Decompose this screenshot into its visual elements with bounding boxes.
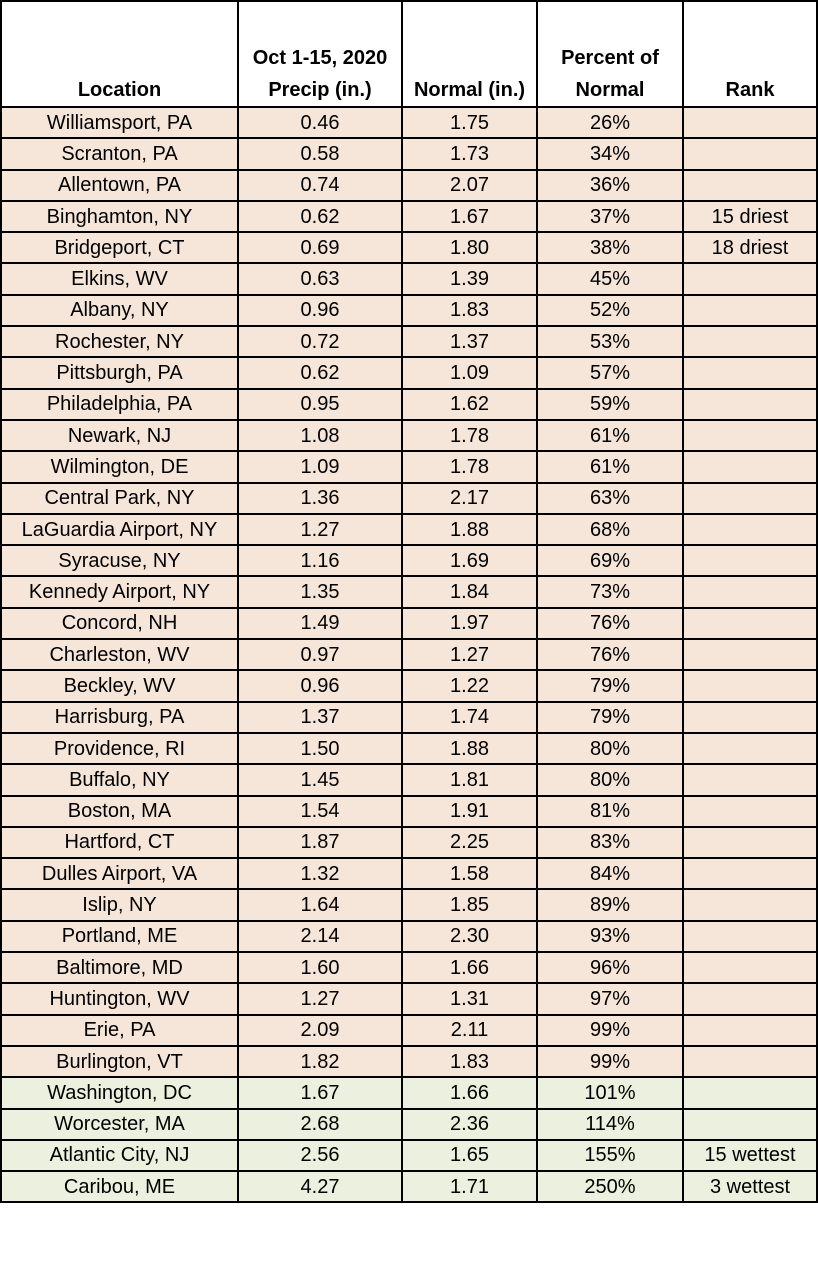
cell-normal: 1.81 bbox=[402, 764, 537, 795]
cell-percent: 57% bbox=[537, 357, 683, 388]
cell-rank bbox=[683, 1015, 817, 1046]
table-row bbox=[1, 357, 817, 388]
table-row bbox=[1, 639, 817, 670]
header-percent-line2: Normal bbox=[575, 79, 645, 101]
cell-location: Washington, DC bbox=[1, 1077, 238, 1108]
cell-percent: 76% bbox=[537, 639, 683, 670]
cell-precip: 0.74 bbox=[238, 170, 402, 201]
cell-precip: 1.67 bbox=[238, 1077, 402, 1108]
cell-rank bbox=[683, 952, 817, 983]
header-normal bbox=[402, 1, 537, 107]
cell-precip: 1.54 bbox=[238, 796, 402, 827]
cell-rank bbox=[683, 639, 817, 670]
cell-normal: 2.17 bbox=[402, 483, 537, 514]
table-row bbox=[1, 107, 817, 138]
table-row bbox=[1, 1077, 817, 1108]
cell-location: Hartford, CT bbox=[1, 827, 238, 858]
cell-location: Dulles Airport, VA bbox=[1, 858, 238, 889]
cell-location: Pittsburgh, PA bbox=[1, 357, 238, 388]
cell-location: Erie, PA bbox=[1, 1015, 238, 1046]
cell-precip: 2.56 bbox=[238, 1140, 402, 1171]
cell-rank: 15 wettest bbox=[683, 1140, 817, 1171]
cell-normal: 1.71 bbox=[402, 1171, 537, 1202]
cell-normal: 1.65 bbox=[402, 1140, 537, 1171]
cell-rank bbox=[683, 170, 817, 201]
cell-normal: 1.39 bbox=[402, 263, 537, 294]
cell-rank bbox=[683, 420, 817, 451]
header-location bbox=[1, 1, 238, 107]
cell-rank bbox=[683, 983, 817, 1014]
cell-precip: 0.72 bbox=[238, 326, 402, 357]
cell-location: LaGuardia Airport, NY bbox=[1, 514, 238, 545]
cell-percent: 89% bbox=[537, 889, 683, 920]
cell-precip: 1.27 bbox=[238, 514, 402, 545]
table-row bbox=[1, 1140, 817, 1171]
cell-percent: 80% bbox=[537, 733, 683, 764]
table-row bbox=[1, 858, 817, 889]
cell-precip: 1.60 bbox=[238, 952, 402, 983]
table-row bbox=[1, 138, 817, 169]
cell-rank bbox=[683, 263, 817, 294]
cell-rank bbox=[683, 514, 817, 545]
table-row bbox=[1, 733, 817, 764]
cell-rank bbox=[683, 326, 817, 357]
cell-location: Williamsport, PA bbox=[1, 107, 238, 138]
cell-precip: 1.37 bbox=[238, 702, 402, 733]
cell-rank bbox=[683, 357, 817, 388]
cell-percent: 114% bbox=[537, 1109, 683, 1140]
table-row bbox=[1, 420, 817, 451]
cell-percent: 34% bbox=[537, 138, 683, 169]
cell-precip: 0.62 bbox=[238, 357, 402, 388]
cell-normal: 2.25 bbox=[402, 827, 537, 858]
header-precip-line1: Oct 1-15, 2020 bbox=[252, 47, 388, 69]
cell-normal: 1.58 bbox=[402, 858, 537, 889]
cell-normal: 1.73 bbox=[402, 138, 537, 169]
cell-precip: 0.62 bbox=[238, 201, 402, 232]
cell-normal: 1.83 bbox=[402, 295, 537, 326]
cell-location: Newark, NJ bbox=[1, 420, 238, 451]
cell-location: Central Park, NY bbox=[1, 483, 238, 514]
cell-rank bbox=[683, 796, 817, 827]
cell-precip: 0.58 bbox=[238, 138, 402, 169]
cell-precip: 1.35 bbox=[238, 576, 402, 607]
table-row bbox=[1, 576, 817, 607]
cell-location: Providence, RI bbox=[1, 733, 238, 764]
table-row bbox=[1, 608, 817, 639]
table-row bbox=[1, 483, 817, 514]
table-row bbox=[1, 1171, 817, 1202]
cell-percent: 36% bbox=[537, 170, 683, 201]
table-row bbox=[1, 889, 817, 920]
cell-location: Islip, NY bbox=[1, 889, 238, 920]
cell-normal: 1.09 bbox=[402, 357, 537, 388]
cell-rank bbox=[683, 1109, 817, 1140]
cell-percent: 53% bbox=[537, 326, 683, 357]
cell-precip: 0.63 bbox=[238, 263, 402, 294]
table-row bbox=[1, 921, 817, 952]
cell-rank bbox=[683, 1046, 817, 1077]
header-location-label: Location bbox=[77, 79, 162, 101]
cell-percent: 52% bbox=[537, 295, 683, 326]
cell-percent: 97% bbox=[537, 983, 683, 1014]
cell-precip: 2.09 bbox=[238, 1015, 402, 1046]
header-percent-line1: Percent of bbox=[561, 47, 659, 69]
cell-rank bbox=[683, 451, 817, 482]
table-row bbox=[1, 451, 817, 482]
cell-location: Atlantic City, NJ bbox=[1, 1140, 238, 1171]
cell-location: Bridgeport, CT bbox=[1, 232, 238, 263]
cell-percent: 83% bbox=[537, 827, 683, 858]
cell-percent: 250% bbox=[537, 1171, 683, 1202]
cell-precip: 0.96 bbox=[238, 670, 402, 701]
cell-normal: 1.37 bbox=[402, 326, 537, 357]
cell-location: Allentown, PA bbox=[1, 170, 238, 201]
cell-rank bbox=[683, 1077, 817, 1108]
cell-normal: 1.78 bbox=[402, 420, 537, 451]
cell-normal: 2.36 bbox=[402, 1109, 537, 1140]
table-row bbox=[1, 983, 817, 1014]
cell-percent: 37% bbox=[537, 201, 683, 232]
cell-precip: 1.09 bbox=[238, 451, 402, 482]
table-row bbox=[1, 232, 817, 263]
table-row bbox=[1, 702, 817, 733]
cell-location: Albany, NY bbox=[1, 295, 238, 326]
cell-normal: 1.31 bbox=[402, 983, 537, 1014]
cell-normal: 1.88 bbox=[402, 733, 537, 764]
cell-location: Philadelphia, PA bbox=[1, 389, 238, 420]
cell-normal: 1.62 bbox=[402, 389, 537, 420]
cell-percent: 61% bbox=[537, 420, 683, 451]
cell-precip: 1.45 bbox=[238, 764, 402, 795]
cell-rank bbox=[683, 827, 817, 858]
cell-location: Rochester, NY bbox=[1, 326, 238, 357]
cell-percent: 81% bbox=[537, 796, 683, 827]
table-header bbox=[1, 1, 817, 107]
cell-location: Portland, ME bbox=[1, 921, 238, 952]
cell-percent: 45% bbox=[537, 263, 683, 294]
cell-location: Binghamton, NY bbox=[1, 201, 238, 232]
cell-precip: 1.36 bbox=[238, 483, 402, 514]
cell-percent: 96% bbox=[537, 952, 683, 983]
cell-normal: 2.11 bbox=[402, 1015, 537, 1046]
cell-normal: 1.84 bbox=[402, 576, 537, 607]
table-row bbox=[1, 1015, 817, 1046]
cell-percent: 99% bbox=[537, 1046, 683, 1077]
cell-rank bbox=[683, 889, 817, 920]
cell-percent: 93% bbox=[537, 921, 683, 952]
cell-rank bbox=[683, 295, 817, 326]
cell-location: Scranton, PA bbox=[1, 138, 238, 169]
cell-normal: 1.88 bbox=[402, 514, 537, 545]
cell-location: Burlington, VT bbox=[1, 1046, 238, 1077]
cell-normal: 1.97 bbox=[402, 608, 537, 639]
cell-precip: 1.32 bbox=[238, 858, 402, 889]
cell-rank bbox=[683, 733, 817, 764]
cell-location: Boston, MA bbox=[1, 796, 238, 827]
cell-rank bbox=[683, 545, 817, 576]
cell-precip: 1.64 bbox=[238, 889, 402, 920]
table-row bbox=[1, 796, 817, 827]
cell-normal: 1.22 bbox=[402, 670, 537, 701]
cell-precip: 1.87 bbox=[238, 827, 402, 858]
cell-rank bbox=[683, 764, 817, 795]
cell-normal: 1.83 bbox=[402, 1046, 537, 1077]
table-row bbox=[1, 326, 817, 357]
cell-normal: 1.27 bbox=[402, 639, 537, 670]
cell-precip: 1.82 bbox=[238, 1046, 402, 1077]
header-rank bbox=[683, 1, 817, 107]
cell-rank: 18 driest bbox=[683, 232, 817, 263]
header-normal-label: Normal (in.) bbox=[413, 79, 526, 101]
cell-rank: 15 driest bbox=[683, 201, 817, 232]
cell-precip: 2.68 bbox=[238, 1109, 402, 1140]
cell-precip: 1.27 bbox=[238, 983, 402, 1014]
cell-precip: 0.96 bbox=[238, 295, 402, 326]
cell-precip: 0.46 bbox=[238, 107, 402, 138]
cell-percent: 76% bbox=[537, 608, 683, 639]
cell-rank bbox=[683, 389, 817, 420]
cell-precip: 4.27 bbox=[238, 1171, 402, 1202]
table-row bbox=[1, 670, 817, 701]
cell-precip: 0.95 bbox=[238, 389, 402, 420]
cell-normal: 1.67 bbox=[402, 201, 537, 232]
table-row bbox=[1, 827, 817, 858]
cell-normal: 1.78 bbox=[402, 451, 537, 482]
header-row bbox=[1, 1, 817, 107]
cell-precip: 2.14 bbox=[238, 921, 402, 952]
cell-percent: 59% bbox=[537, 389, 683, 420]
cell-location: Wilmington, DE bbox=[1, 451, 238, 482]
cell-location: Baltimore, MD bbox=[1, 952, 238, 983]
cell-percent: 79% bbox=[537, 702, 683, 733]
cell-location: Buffalo, NY bbox=[1, 764, 238, 795]
cell-normal: 1.80 bbox=[402, 232, 537, 263]
table-row bbox=[1, 263, 817, 294]
cell-rank bbox=[683, 670, 817, 701]
cell-percent: 73% bbox=[537, 576, 683, 607]
cell-location: Caribou, ME bbox=[1, 1171, 238, 1202]
cell-percent: 99% bbox=[537, 1015, 683, 1046]
cell-rank bbox=[683, 608, 817, 639]
cell-percent: 63% bbox=[537, 483, 683, 514]
cell-location: Elkins, WV bbox=[1, 263, 238, 294]
cell-location: Worcester, MA bbox=[1, 1109, 238, 1140]
cell-location: Charleston, WV bbox=[1, 639, 238, 670]
cell-precip: 1.08 bbox=[238, 420, 402, 451]
table-row bbox=[1, 1046, 817, 1077]
cell-location: Beckley, WV bbox=[1, 670, 238, 701]
header-percent bbox=[537, 1, 683, 107]
cell-precip: 1.49 bbox=[238, 608, 402, 639]
cell-percent: 69% bbox=[537, 545, 683, 576]
cell-rank bbox=[683, 138, 817, 169]
cell-rank bbox=[683, 702, 817, 733]
cell-rank bbox=[683, 483, 817, 514]
table-row bbox=[1, 764, 817, 795]
table-row bbox=[1, 170, 817, 201]
cell-location: Concord, NH bbox=[1, 608, 238, 639]
cell-percent: 38% bbox=[537, 232, 683, 263]
table-row bbox=[1, 545, 817, 576]
table-row bbox=[1, 1109, 817, 1140]
cell-rank: 3 wettest bbox=[683, 1171, 817, 1202]
header-precip-line2: Precip (in.) bbox=[268, 79, 372, 101]
header-precip bbox=[238, 1, 402, 107]
cell-rank bbox=[683, 921, 817, 952]
table-row bbox=[1, 201, 817, 232]
table-row bbox=[1, 295, 817, 326]
cell-percent: 84% bbox=[537, 858, 683, 889]
cell-normal: 1.66 bbox=[402, 1077, 537, 1108]
cell-normal: 1.85 bbox=[402, 889, 537, 920]
cell-precip: 1.50 bbox=[238, 733, 402, 764]
cell-location: Harrisburg, PA bbox=[1, 702, 238, 733]
table-row bbox=[1, 514, 817, 545]
cell-rank bbox=[683, 858, 817, 889]
cell-percent: 80% bbox=[537, 764, 683, 795]
cell-location: Kennedy Airport, NY bbox=[1, 576, 238, 607]
table-body bbox=[1, 107, 817, 1202]
cell-normal: 1.75 bbox=[402, 107, 537, 138]
cell-normal: 1.69 bbox=[402, 545, 537, 576]
table-row bbox=[1, 389, 817, 420]
table-row bbox=[1, 952, 817, 983]
cell-percent: 26% bbox=[537, 107, 683, 138]
cell-normal: 1.91 bbox=[402, 796, 537, 827]
cell-percent: 101% bbox=[537, 1077, 683, 1108]
cell-percent: 79% bbox=[537, 670, 683, 701]
cell-rank bbox=[683, 107, 817, 138]
cell-rank bbox=[683, 576, 817, 607]
cell-location: Huntington, WV bbox=[1, 983, 238, 1014]
cell-precip: 0.69 bbox=[238, 232, 402, 263]
cell-percent: 61% bbox=[537, 451, 683, 482]
cell-normal: 1.66 bbox=[402, 952, 537, 983]
cell-normal: 1.74 bbox=[402, 702, 537, 733]
cell-normal: 2.07 bbox=[402, 170, 537, 201]
cell-percent: 155% bbox=[537, 1140, 683, 1171]
cell-normal: 2.30 bbox=[402, 921, 537, 952]
cell-location: Syracuse, NY bbox=[1, 545, 238, 576]
header-rank-label: Rank bbox=[725, 79, 775, 101]
cell-precip: 0.97 bbox=[238, 639, 402, 670]
cell-precip: 1.16 bbox=[238, 545, 402, 576]
cell-percent: 68% bbox=[537, 514, 683, 545]
